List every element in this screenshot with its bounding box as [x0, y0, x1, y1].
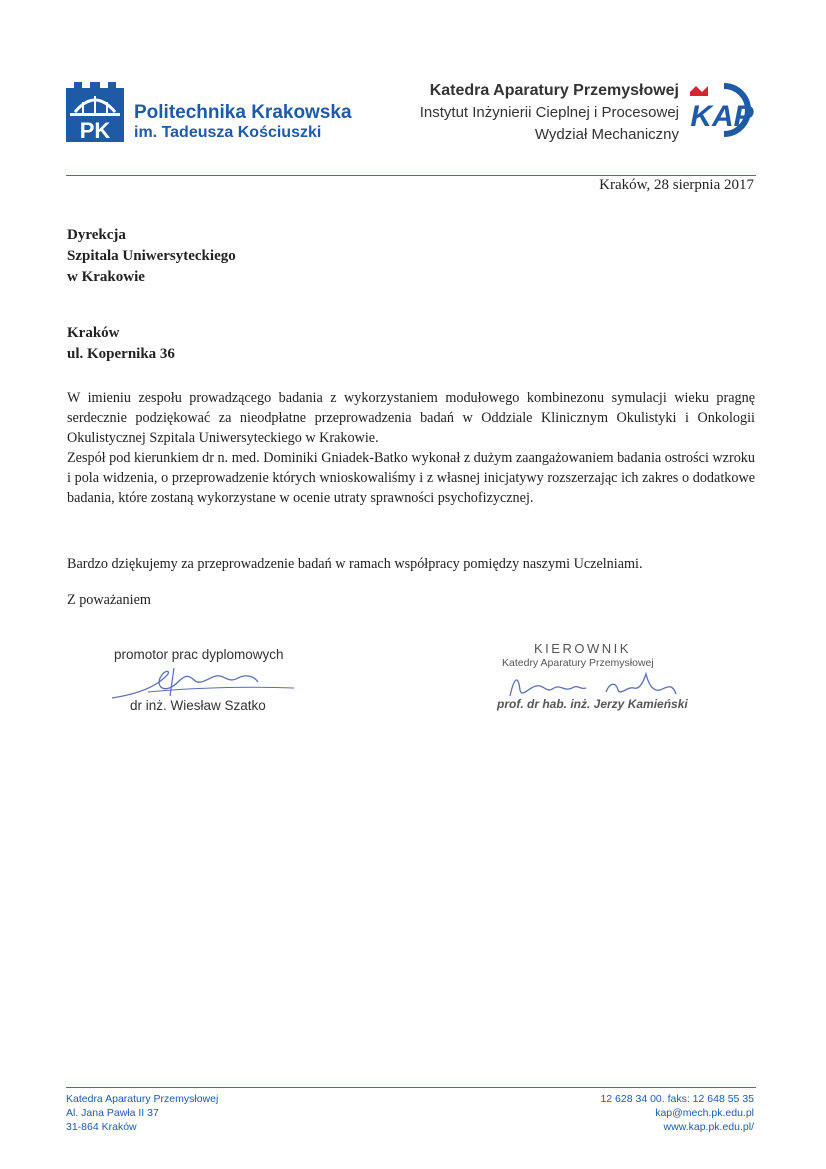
- footer-contact: [600, 1092, 754, 1134]
- addressee-line-3: w Krakowie: [67, 269, 145, 285]
- footer-email[interactable]: kap@mech.pk.edu.pl: [655, 1107, 754, 1119]
- body-paragraph-3: Bardzo dziękujemy za przeprowadzenie badań w ramach współpracy pomiędzy naszymi Uczelniami.: [67, 556, 643, 572]
- letter-date: Kraków, 28 sierpnia 2017: [599, 177, 754, 193]
- footer-divider: [66, 1087, 756, 1088]
- footer-department: Katedra Aparatury Przemysłowej: [66, 1093, 219, 1105]
- addressee-line-2: Szpitala Uniwersyteckiego: [67, 248, 236, 264]
- footer-phone: 12 628 34 00. faks: 12 648 55 35: [600, 1093, 754, 1105]
- addressee-line-1: Dyrekcja: [67, 227, 126, 243]
- footer-website[interactable]: www.kap.pk.edu.pl/: [663, 1121, 754, 1133]
- department-name: Katedra Aparatury Przemysłowej: [429, 82, 679, 99]
- footer-city: 31-864 Kraków: [66, 1121, 137, 1133]
- institute-name: Instytut Inżynierii Cieplnej i Procesowej: [419, 104, 679, 121]
- university-patron: im. Tadeusza Kościuszki: [134, 124, 322, 141]
- stamp-title: KIEROWNIK: [534, 641, 631, 656]
- politechnika-krakowska-logo: [66, 82, 124, 142]
- address-street: ul. Kopernika 36: [67, 346, 175, 362]
- kap-logo-icon: [686, 82, 758, 138]
- footer-street: Al. Jana Pawła II 37: [66, 1107, 159, 1119]
- faculty-name: Wydział Mechaniczny: [534, 126, 679, 143]
- body-paragraph-2: Zespół pod kierunkiem dr n. med. Dominiki Gniadek-Batko wykonał z dużym zaangażowaniem badania ostrości wzroku i pola widzenia, o przeprowadzenie których wnioskowaliśmy i z własnej inicjatywy rozszerzając ich zakres o dodatkowe badania, które zostaną wykorzystane w ocenie utraty sprawności psychofizycznej.: [67, 450, 755, 506]
- closing-salutation: Z poważaniem: [67, 592, 151, 608]
- stamp-unit: Katedry Aparatury Przemysłowej: [502, 657, 654, 669]
- footer-address: [66, 1092, 218, 1134]
- university-name: Politechnika Krakowska: [134, 102, 352, 123]
- header-divider: [66, 175, 756, 176]
- body-paragraph-1: W imieniu zespołu prowadzącego badania z wykorzystaniem modułowego kombinezonu symulacji wieku pragnę serdecznie podziękować za nieodpłatne przeprowadzenia badań w Oddziale Klinicznym Okulistyki i Onkologii Okulistycznej Szpitala Uniwersyteckiego w Krakowie.: [67, 390, 755, 446]
- left-signatory-role: promotor prac dyplomowych: [114, 647, 284, 662]
- kap-logo: [686, 82, 758, 138]
- department-block: [420, 80, 679, 146]
- stamp-name: prof. dr hab. inż. Jerzy Kamieński: [497, 697, 688, 711]
- pk-logo-icon: [66, 82, 124, 142]
- pk-logo-text: PK: [79, 118, 111, 142]
- kap-logo-text: KAP: [690, 100, 754, 133]
- address-city: Kraków: [67, 325, 120, 341]
- left-signatory-name: dr inż. Wiesław Szatko: [130, 698, 266, 713]
